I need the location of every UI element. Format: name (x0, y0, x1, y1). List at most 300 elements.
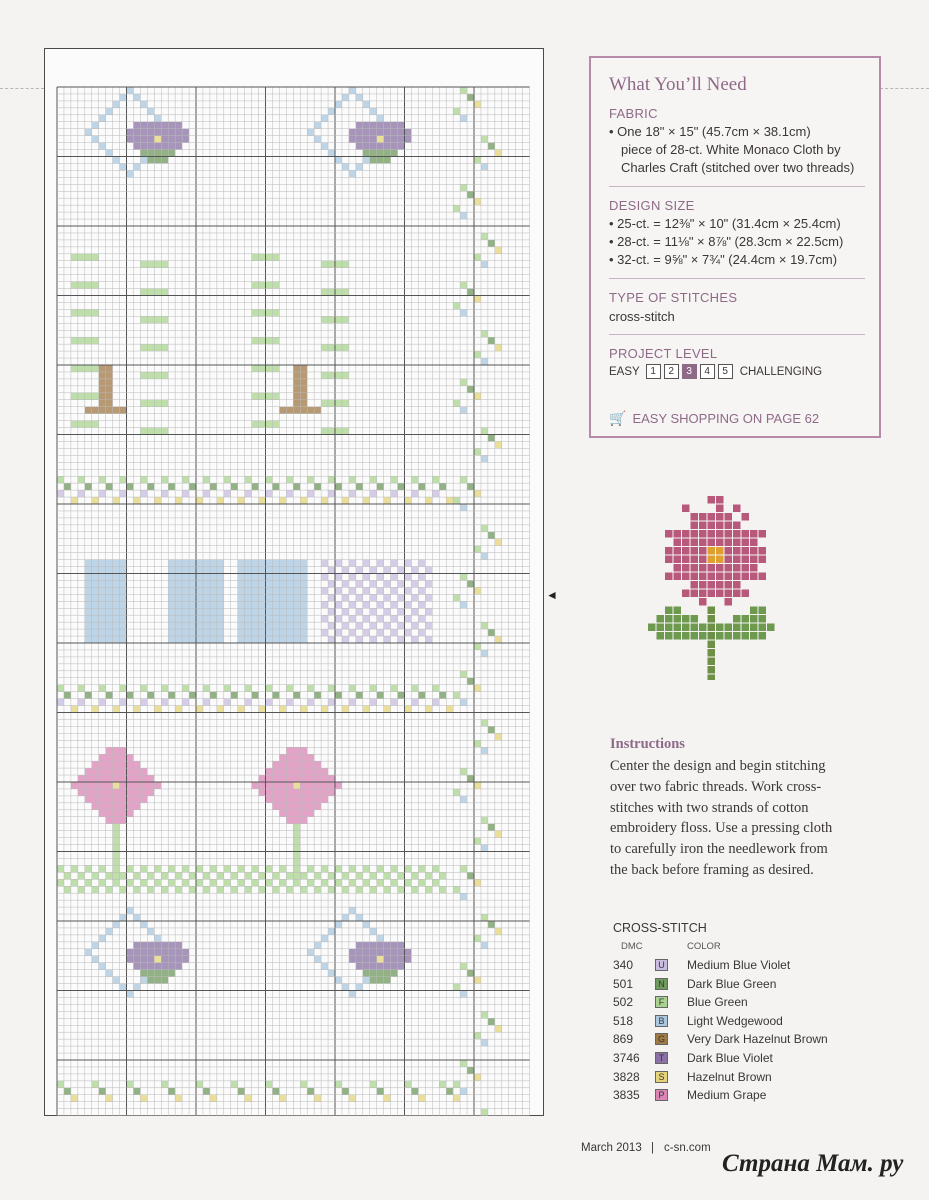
stitch-cell (370, 622, 377, 629)
stitch-cell (425, 567, 432, 574)
stitch-cell (238, 567, 245, 574)
stitch-cell (113, 636, 120, 643)
stitch-cell (293, 483, 300, 490)
flower-cell (691, 539, 699, 547)
instructions-title: Instructions (610, 736, 685, 752)
flower-cell (716, 496, 724, 504)
stitch-cell (439, 886, 446, 893)
stitch-cell (300, 580, 307, 587)
stitch-cell (140, 699, 147, 706)
stitch-cell (210, 629, 217, 636)
stitch-cell (377, 942, 384, 949)
flower-cell (674, 556, 682, 564)
stitch-cell (481, 330, 488, 337)
stitch-cell (140, 400, 147, 407)
stitch-cell (252, 580, 259, 587)
stitch-cell (300, 1081, 307, 1088)
stitch-cell (106, 365, 113, 372)
stitch-cell (328, 316, 335, 323)
stitch-cell (328, 608, 335, 615)
stitch-cell (252, 782, 259, 789)
stitch-cell (133, 143, 140, 150)
shopping-link[interactable] (609, 410, 819, 427)
stitch-cell (314, 122, 321, 129)
stitch-cell (272, 567, 279, 574)
stitch-cell (182, 476, 189, 483)
stitch-cell (113, 768, 120, 775)
flower-cell (750, 547, 758, 555)
stitch-cell (272, 622, 279, 629)
stitch-cell (147, 157, 154, 164)
stitch-cell (300, 872, 307, 879)
stitch-cell (272, 803, 279, 810)
stitch-cell (293, 601, 300, 608)
stitch-cell (321, 935, 328, 942)
flower-cell (674, 564, 682, 572)
stitch-cell (481, 233, 488, 240)
dmc-number: 869 (613, 1032, 634, 1047)
stitch-cell (106, 692, 113, 699)
flower-cell (733, 539, 741, 547)
stitch-cell (384, 963, 391, 970)
key-row (613, 1086, 766, 1104)
stitch-cell (168, 122, 175, 129)
stitch-cell (140, 136, 147, 143)
shopping-cart-icon: 🛒 (609, 410, 627, 426)
stitch-cell (370, 872, 377, 879)
stitch-cell (252, 594, 259, 601)
stitch-cell (196, 615, 203, 622)
stitch-cell (481, 650, 488, 657)
stitch-cell (266, 309, 273, 316)
flower-cell (691, 624, 699, 632)
stitch-cell (106, 872, 113, 879)
stitch-cell (99, 574, 106, 581)
stitch-cell (64, 692, 71, 699)
stitch-cell (71, 365, 78, 372)
flower-cell (699, 556, 707, 564)
stitch-cell (113, 852, 120, 859)
stitch-cell (363, 587, 370, 594)
stitch-cell (182, 629, 189, 636)
stitch-cell (120, 872, 127, 879)
fabric-line-2: piece of 28-ct. White Monaco Cloth by (621, 142, 841, 157)
flower-cell (733, 564, 741, 572)
stitch-cell (425, 886, 432, 893)
stitch-cell (147, 129, 154, 136)
stitch-cell (224, 879, 231, 886)
stitch-cell (210, 692, 217, 699)
stitch-cell (147, 970, 154, 977)
stitch-cell (488, 1018, 495, 1025)
stitch-cell (349, 587, 356, 594)
stitch-cell (286, 685, 293, 692)
stitch-cell (252, 615, 259, 622)
stitch-cell (161, 956, 168, 963)
stitch-cell (460, 379, 467, 386)
stitch-cell (391, 587, 398, 594)
stitch-cell (411, 699, 418, 706)
stitch-cell (460, 504, 467, 511)
stitch-cell (99, 803, 106, 810)
stitch-cell (460, 601, 467, 608)
key-row (613, 993, 748, 1011)
stitch-cell (245, 685, 252, 692)
color-name: Very Dark Hazelnut Brown (687, 1032, 828, 1047)
stitch-cell (279, 601, 286, 608)
stitch-cell (370, 949, 377, 956)
stitch-cell (328, 150, 335, 157)
stitch-cell (245, 587, 252, 594)
stitch-cell (370, 977, 377, 984)
stitch-cell (356, 94, 363, 101)
stitch-cell (106, 580, 113, 587)
stitch-cell (370, 490, 377, 497)
stitch-cell (321, 428, 328, 435)
stitch-cell (314, 789, 321, 796)
stitch-cell (196, 865, 203, 872)
stitch-cell (168, 129, 175, 136)
stitch-cell (175, 963, 182, 970)
dmc-number: 3835 (613, 1088, 640, 1103)
stitch-cell (106, 810, 113, 817)
flower-cell (708, 624, 716, 632)
stitch-cell (481, 747, 488, 754)
stitch-cell (335, 483, 342, 490)
stitch-cell (196, 560, 203, 567)
stitch-cell (147, 942, 154, 949)
stitch-cell (161, 136, 168, 143)
stitch-cell (85, 282, 92, 289)
stitch-cell (154, 289, 161, 296)
stitch-cell (168, 970, 175, 977)
stitch-cell (377, 601, 384, 608)
stitch-cell (495, 831, 502, 838)
stitch-cell (140, 122, 147, 129)
stitch-cell (154, 143, 161, 150)
stitch-cell (307, 1088, 314, 1095)
stitch-cell (189, 483, 196, 490)
stitch-cell (391, 685, 398, 692)
stitch-cell (85, 574, 92, 581)
flower-cell (725, 598, 733, 606)
stitch-cell (92, 407, 99, 414)
flower-cell (665, 547, 673, 555)
stitch-cell (127, 170, 134, 177)
stitch-cell (85, 365, 92, 372)
stitch-type-text: cross-stitch (609, 309, 675, 324)
stitch-cell (154, 400, 161, 407)
stitch-cell (321, 706, 328, 713)
stitch-cell (307, 796, 314, 803)
stitch-cell (272, 282, 279, 289)
stitch-cell (85, 337, 92, 344)
color-swatch: S (655, 1071, 668, 1083)
stitch-cell (279, 615, 286, 622)
dmc-number: 340 (613, 958, 634, 972)
stitch-cell (182, 956, 189, 963)
stitch-cell (154, 136, 161, 143)
stitch-cell (182, 594, 189, 601)
stitch-cell (384, 129, 391, 136)
stitch-cell (293, 560, 300, 567)
dmc-number: 501 (613, 976, 634, 991)
stitch-cell (154, 977, 161, 984)
stitch-cell (238, 629, 245, 636)
stitch-cell (210, 879, 217, 886)
stitch-cell (252, 421, 259, 428)
stitch-cell (217, 497, 224, 504)
stitch-cell (203, 615, 210, 622)
flower-cell (733, 615, 741, 623)
flower-cell (665, 573, 673, 581)
flower-cell (716, 564, 724, 572)
stitch-cell (474, 254, 481, 261)
stitch-cell (307, 754, 314, 761)
stitch-cell (175, 956, 182, 963)
stitch-cell (405, 587, 412, 594)
stitch-cell (356, 956, 363, 963)
stitch-cell (460, 699, 467, 706)
flower-cell (708, 649, 716, 657)
stitch-cell (210, 567, 217, 574)
stitch-cell (405, 865, 412, 872)
stitch-cell (113, 101, 120, 108)
stitch-cell (425, 497, 432, 504)
stitch-cell (92, 761, 99, 768)
flower-cell (699, 581, 707, 589)
stitch-cell (92, 393, 99, 400)
stitch-cell (99, 865, 106, 872)
stitch-cell (92, 309, 99, 316)
stitch-cell (384, 949, 391, 956)
flower-cell (708, 641, 716, 649)
stitch-cell (71, 782, 78, 789)
stitch-cell (120, 567, 127, 574)
stitch-cell (78, 775, 85, 782)
stitch-cell (363, 129, 370, 136)
stitch-cell (391, 865, 398, 872)
stitch-cell (210, 622, 217, 629)
stitch-cell (266, 789, 273, 796)
stitch-cell (168, 150, 175, 157)
stitch-cell (266, 574, 273, 581)
stitch-cell (370, 956, 377, 963)
stitch-cell (113, 977, 120, 984)
stitch-cell (245, 476, 252, 483)
stitch-cell (106, 1095, 113, 1102)
stitch-cell (460, 1088, 467, 1095)
stitch-cell (57, 865, 64, 872)
stitch-cell (293, 567, 300, 574)
fabric-heading: FABRIC (609, 106, 658, 121)
flower-cell (708, 590, 716, 598)
stitch-cell (467, 289, 474, 296)
stitch-cell (391, 699, 398, 706)
color-swatch: F (655, 996, 668, 1008)
flower-cell (674, 547, 682, 555)
stitch-cell (154, 706, 161, 713)
stitch-cell (175, 1095, 182, 1102)
stitch-cell (286, 699, 293, 706)
key-row (613, 1068, 772, 1086)
flower-cell (691, 530, 699, 538)
stitch-cell (140, 970, 147, 977)
stitch-cell (78, 685, 85, 692)
stitch-cell (217, 629, 224, 636)
stitch-cell (99, 775, 106, 782)
stitch-cell (147, 949, 154, 956)
stitch-cell (377, 692, 384, 699)
stitch-cell (300, 629, 307, 636)
dmc-number: 502 (613, 995, 634, 1010)
stitch-cell (196, 497, 203, 504)
stitch-cell (203, 601, 210, 608)
level-3: 3 (682, 364, 697, 379)
stitch-cell (85, 879, 92, 886)
stitch-cell (217, 608, 224, 615)
stitch-cell (307, 810, 314, 817)
stitch-cell (113, 567, 120, 574)
stitch-cell (272, 594, 279, 601)
stitch-cell (99, 115, 106, 122)
stitch-cell (377, 483, 384, 490)
stitch-cell (99, 143, 106, 150)
stitch-cell (279, 754, 286, 761)
flower-cell (674, 632, 682, 640)
stitch-cell (203, 685, 210, 692)
stitch-cell (356, 129, 363, 136)
stitch-cell (293, 817, 300, 824)
stitch-cell (335, 560, 342, 567)
stitch-cell (92, 421, 99, 428)
stitch-cell (85, 629, 92, 636)
stitch-cell (377, 115, 384, 122)
stitch-cell (411, 567, 418, 574)
stitch-cell (92, 622, 99, 629)
stitch-cell (495, 539, 502, 546)
flower-cell (699, 513, 707, 521)
stitch-cell (147, 344, 154, 351)
stitch-cell (342, 636, 349, 643)
stitch-cell (474, 546, 481, 553)
stitch-cell (182, 560, 189, 567)
stitch-cell (391, 560, 398, 567)
stitch-cell (370, 699, 377, 706)
stitch-cell (92, 567, 99, 574)
stitch-cell (127, 879, 134, 886)
flower-cell (742, 513, 750, 521)
flower-cell (716, 505, 724, 513)
stitch-cell (161, 476, 168, 483)
flower-cell (725, 624, 733, 632)
stitch-cell (349, 1095, 356, 1102)
stitch-cell (113, 574, 120, 581)
stitch-cell (120, 914, 127, 921)
cut-line-right (880, 88, 929, 89)
stitch-cell (92, 337, 99, 344)
flower-cell (733, 556, 741, 564)
flower-cell (725, 573, 733, 581)
stitch-cell (488, 337, 495, 344)
stitch-cell (120, 476, 127, 483)
stitch-cell (175, 587, 182, 594)
stitch-cell (391, 970, 398, 977)
flower-cell (708, 496, 716, 504)
stitch-cell (342, 622, 349, 629)
flower-cell (725, 539, 733, 547)
stitch-cell (92, 886, 99, 893)
stitch-cell (342, 594, 349, 601)
stitch-cell (384, 970, 391, 977)
stitch-cell (161, 949, 168, 956)
stitch-cell (467, 970, 474, 977)
stitch-cell (127, 789, 134, 796)
stitch-cell (127, 87, 134, 94)
stitch-cell (182, 608, 189, 615)
stitch-cell (196, 1081, 203, 1088)
stitch-cell (300, 365, 307, 372)
stitch-cell (120, 775, 127, 782)
flower-cell (750, 530, 758, 538)
stitch-cell (418, 574, 425, 581)
stitch-cell (106, 636, 113, 643)
flower-cell (708, 658, 716, 666)
stitch-cell (140, 1095, 147, 1102)
stitch-cell (335, 400, 342, 407)
stitch-cell (140, 789, 147, 796)
stitch-cell (113, 608, 120, 615)
stitch-cell (154, 344, 161, 351)
stitch-cell (203, 567, 210, 574)
project-level-heading: PROJECT LEVEL (609, 346, 718, 361)
stitch-cell (92, 594, 99, 601)
stitch-cell (161, 428, 168, 435)
stitch-cell (272, 337, 279, 344)
stitch-cell (272, 782, 279, 789)
stitch-cell (474, 977, 481, 984)
stitch-cell (168, 622, 175, 629)
stitch-cell (217, 594, 224, 601)
stitch-cell (425, 580, 432, 587)
stitch-cell (418, 615, 425, 622)
stitch-cell (293, 692, 300, 699)
stitch-cell (238, 497, 245, 504)
stitch-cell (279, 775, 286, 782)
stitch-cell (460, 184, 467, 191)
stitch-cell (168, 560, 175, 567)
stitch-cell (120, 490, 127, 497)
flower-cell (716, 539, 724, 547)
stitch-cell (495, 344, 502, 351)
stitch-cell (99, 615, 106, 622)
stitch-cell (161, 316, 168, 323)
stitch-cell (349, 601, 356, 608)
stitch-cell (92, 497, 99, 504)
cut-line-left (0, 88, 44, 89)
stitch-cell (161, 157, 168, 164)
stitch-cell (405, 879, 412, 886)
stitch-cell (133, 122, 140, 129)
stitch-cell (328, 622, 335, 629)
stitch-cell (161, 372, 168, 379)
stitch-cell (266, 393, 273, 400)
flower-cell (725, 632, 733, 640)
stitch-cell (99, 490, 106, 497)
key-col-color: COLOR (687, 941, 721, 952)
stitch-cell (245, 594, 252, 601)
stitch-cell (238, 1088, 245, 1095)
